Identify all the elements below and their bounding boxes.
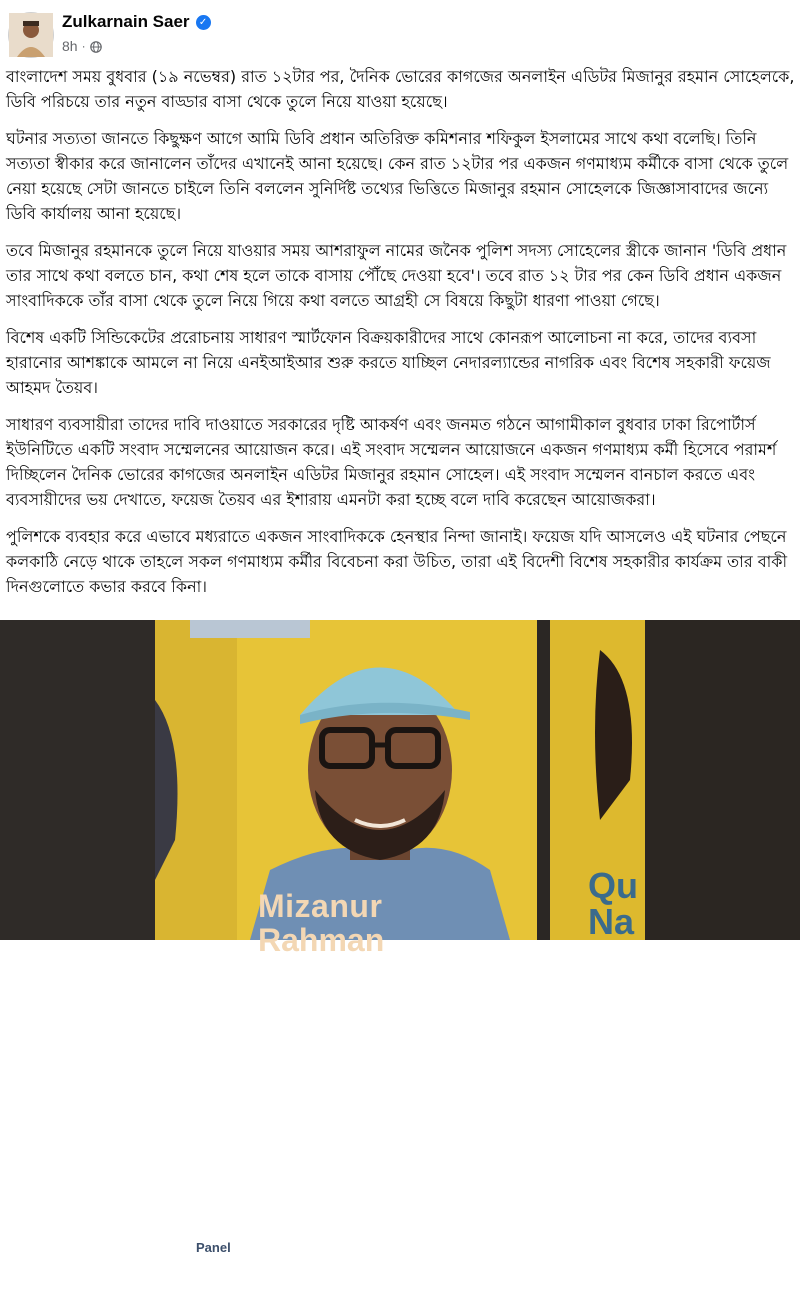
- globe-icon: [90, 40, 102, 52]
- photo-name-label-2: Rahman: [258, 922, 385, 958]
- banner-text: Panel: [196, 1240, 231, 1255]
- post-time[interactable]: 8h: [62, 38, 78, 54]
- verified-badge-icon: ✓: [196, 15, 211, 30]
- cap-text: SINGAPORE: [310, 1250, 455, 1295]
- post-meta: [62, 38, 102, 54]
- photo-name-label: Mizanur: [258, 888, 383, 924]
- post-paragraph: পুলিশকে ব্যবহার করে এভাবে মধ্যরাতে একজন সাংবাদিককে হেনস্থার নিন্দা জানাই। ফয়েজ যদি আসলেও এই ঘটনার পেছনে কলকাঠি নেড়ে থাকে তাহলে সকল গণমাধ্যম কর্মীর বিবেচনা করা উচিত, তারা এই বিদেশী বিশেষ সহকারীর কার্যক্রম তার বাকী দিনগুলোতে কভার করবে কিনা।: [6, 527, 788, 596]
- post-paragraph: তবে মিজানুর রহমানকে তুলে নিয়ে যাওয়ার সময় আশরাফুল নামের জনৈক পুলিশ সদস্য সোহেলের স্ত্রীকে জানান 'ডিবি প্রধান তার সাথে কথা বলতে চান, কথা শেষ হলে তাকে বাসায় পৌঁছে দেওয়া হবে'। তবে রাত ১২ টার পর কেন ডিবি প্রধান একজন সাংবাদিককে তাঁর বাসা থেকে তুলে নিয়ে গিয়ে কথা বলতে আগ্রহী সে বিষয়ে কিছুটা ধারণা পাওয়া গেছে।: [6, 241, 787, 310]
- author-name[interactable]: Zulkarnain Saer: [62, 12, 190, 31]
- photo-right-label: Qu Na: [588, 865, 638, 942]
- post-photo[interactable]: [0, 620, 800, 1295]
- post-paragraph: বাংলাদেশ সময় বুধবার (১৯ নভেম্বর) রাত ১২টার পর, দৈনিক ভোরের কাগজের অনলাইন এডিটর মিজানুর রহমান সোহেলকে, ডিবি পরিচয়ে তার নতুন বাড্ডার বাসা থেকে তুলে নিয়ে যাওয়া হয়েছে।: [6, 67, 795, 111]
- post-paragraph: ঘটনার সত্যতা জানতে কিছুক্ষণ আগে আমি ডিবি প্রধান অতিরিক্ত কমিশনার শফিকুল ইসলামের সাথে কথা বলেছি। তিনি সত্যতা স্বীকার করে জানালেন তাঁদের এখানেই আনা হয়েছে। কেন রাত ১২টার পর একজন গণমাধ্যম কর্মীকে বাসা থেকে তুলে নেয়া হয়েছে সেটা জানতে চাইলে তিনি বললেন সুনির্দিষ্ট তথ্যের ভিত্তিতে মিজানুর রহমান সোহেলকে জিজ্ঞাসাবাদের জন্যে ডিবি কার্যালয় আনা হয়েছে।: [6, 129, 789, 223]
- post-header: [0, 0, 800, 64]
- post-paragraph: বিশেষ একটি সিন্ডিকেটের প্ররোচনায় সাধারণ স্মার্টফোন বিক্রয়কারীদের সাথে কোনরূপ আলোচনা না করে, তাদের ব্যবসা হারানোর আশঙ্কাকে আমলে না নিয়ে এনইআইআর শুরু করতে যাচ্ছিল নেদারল্যান্ডের নাগরিক এবং বিশেষ সহকারী ফয়েজ আহমদ তৈয়ব।: [6, 328, 771, 397]
- post-paragraph: সাধারণ ব্যবসায়ীরা তাদের দাবি দাওয়াতে সরকারের দৃষ্টি আকর্ষণ এবং জনমত গঠনে আগামীকাল বুধবার ঢাকা রিপোর্টার্স ইউনিটিতে একটি সংবাদ সম্মেলনের আয়োজন করে। এই সংবাদ সম্মেলন আয়োজনে একজন গণমাধ্যম কর্মী হিসেবে পরামর্শ দিচ্ছিলেন দৈনিক ভোরের কাগজের অনলাইন এডিটর মিজানুর রহমান সোহেল। এই সংবাদ সম্মেলন বানচাল করতে এবং ব্যবসায়ীদের ভয় দেখাতে, ফয়েজ তৈয়ব এর ইশারায় এমনটা করা হচ্ছে বলে দাবি করেছেন আয়োজকরা।: [6, 415, 777, 509]
- photo-illustration: [0, 620, 800, 958]
- avatar[interactable]: [8, 12, 54, 58]
- meta-separator: ·: [81, 39, 86, 53]
- post-text: [6, 64, 796, 611]
